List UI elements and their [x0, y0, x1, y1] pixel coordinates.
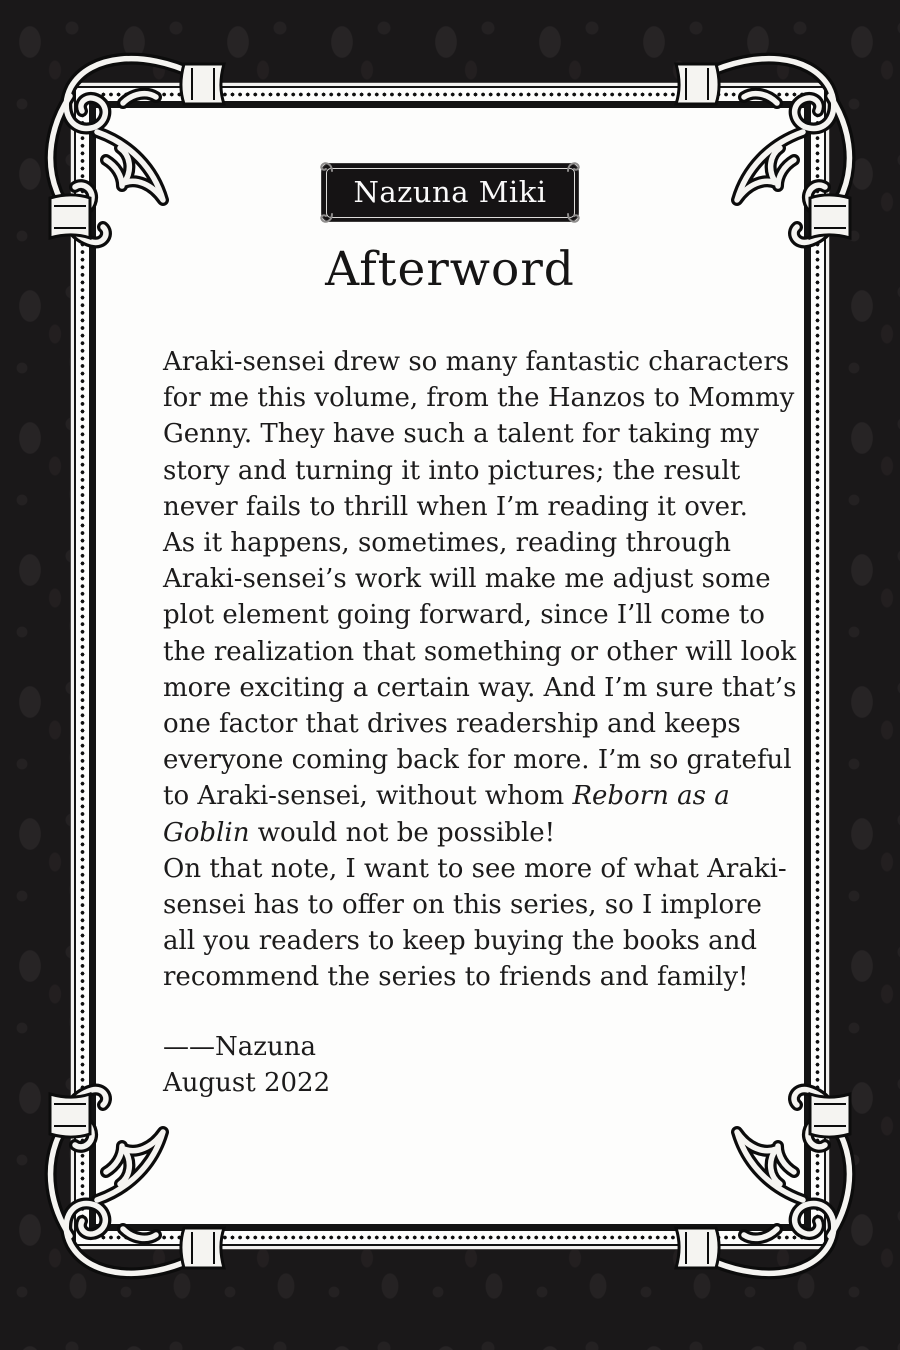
author-badge — [322, 164, 578, 221]
series-title-italic: Goblin — [163, 817, 250, 848]
series-title-italic: Reborn as a — [572, 781, 730, 812]
body-line — [163, 453, 796, 489]
body-line — [163, 923, 796, 959]
body-text-segment: the realization that something or other will look — [163, 636, 797, 667]
body-line — [163, 815, 796, 851]
body-text-segment: for me this volume, from the Hanzos to Mommy — [163, 383, 795, 414]
body-line — [163, 380, 796, 416]
body-line — [163, 959, 796, 995]
body-text-segment: Araki-sensei’s work will make me adjust some — [163, 564, 771, 595]
body-line — [163, 597, 796, 633]
body-line — [163, 778, 796, 814]
body-text-segment: As it happens, sometimes, reading through — [163, 528, 732, 559]
body-line — [163, 634, 796, 670]
body-line — [163, 525, 796, 561]
body-line — [163, 742, 796, 778]
body-text-segment: plot element going forward, since I’ll come to — [163, 600, 765, 631]
body-line — [163, 851, 796, 887]
body-line — [163, 561, 796, 597]
body-text-segment: more exciting a certain way. And I’m sure that’s — [163, 672, 797, 703]
body-line — [163, 670, 796, 706]
body-text-segment: everyone coming back for more. I’m so grateful — [163, 745, 792, 776]
afterword-body — [163, 344, 796, 996]
signature-block — [163, 1029, 330, 1101]
author-name: Nazuna Miki — [353, 174, 547, 209]
body-text-segment: to Araki-sensei, without whom — [163, 781, 573, 812]
body-text-segment: all you readers to keep buying the books and — [163, 926, 758, 957]
body-line — [163, 344, 796, 380]
body-text-segment: story and turning it into pictures; the result — [163, 455, 741, 486]
signature-name: ——Nazuna — [163, 1032, 316, 1062]
body-text-segment: On that note, I want to see more of what Araki- — [163, 853, 787, 884]
body-line — [163, 416, 796, 452]
body-text-segment: recommend the series to friends and family! — [163, 962, 749, 993]
page-title: Afterword — [325, 242, 575, 297]
body-text-segment: Araki-sensei drew so many fantastic characters — [163, 347, 790, 377]
body-text-segment: never fails to thrill when I’m reading it over. — [163, 491, 748, 522]
body-line — [163, 706, 796, 742]
signature-date: August 2022 — [163, 1068, 331, 1099]
body-line — [163, 489, 796, 525]
body-text-segment: would not be possible! — [249, 817, 556, 848]
body-line — [163, 887, 796, 923]
body-text-segment: one factor that drives readership and keeps — [163, 709, 741, 740]
body-text-segment: Genny. They have such a talent for taking my — [163, 419, 759, 450]
body-text-segment: sensei has to offer on this series, so I implore — [163, 890, 762, 921]
